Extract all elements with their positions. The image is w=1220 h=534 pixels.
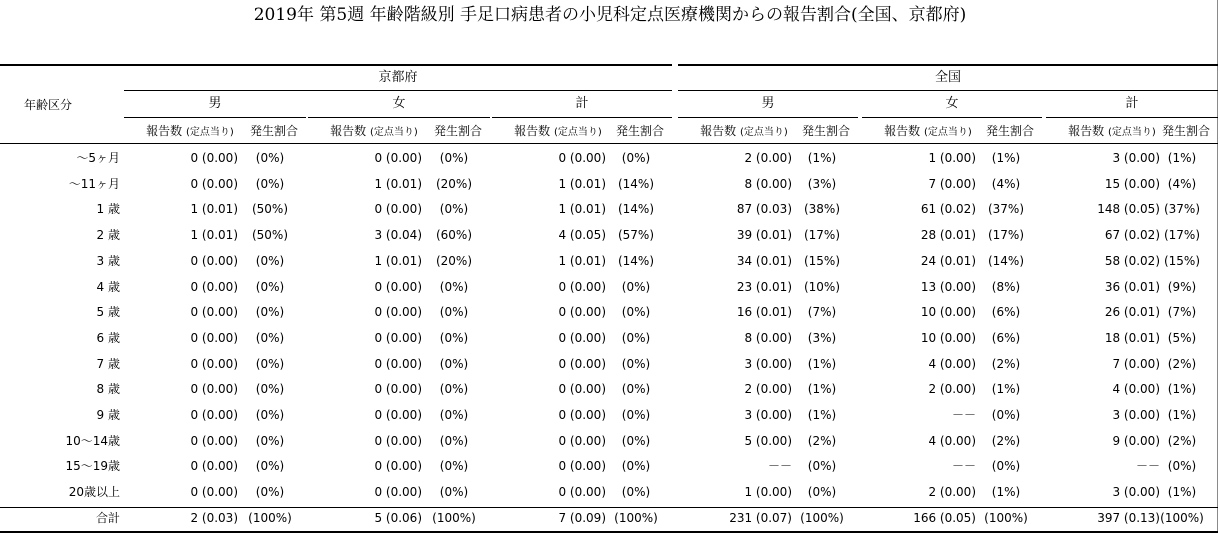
count-cell: 0 (0.00) xyxy=(374,485,422,499)
age-column-header: 年齢区分 xyxy=(23,98,72,112)
count-cell: 0 (0.00) xyxy=(374,151,422,165)
ratio-cell: (17%) xyxy=(1163,228,1201,242)
rule-sex xyxy=(1046,117,1218,118)
count-cell: 0 (0.00) xyxy=(190,151,238,165)
age-label: ～11ヶ月 xyxy=(68,177,120,191)
ratio-cell: (9%) xyxy=(1167,280,1197,294)
count-cell: 1 (0.01) xyxy=(558,202,606,216)
count-cell: 1 (0.00) xyxy=(928,151,976,165)
count-cell: 0 (0.00) xyxy=(558,331,606,345)
count-cell: 0 (0.00) xyxy=(374,331,422,345)
count-cell: 0 (0.00) xyxy=(558,459,606,473)
ratio-cell: (0%) xyxy=(621,151,651,165)
count-cell: 4 (0.00) xyxy=(928,434,976,448)
count-cell: 9 (0.00) xyxy=(1112,434,1160,448)
count-cell: 0 (0.00) xyxy=(558,434,606,448)
ratio-cell: (0%) xyxy=(255,280,285,294)
ratio-cell: (1%) xyxy=(807,151,837,165)
ratio-cell: (14%) xyxy=(987,254,1025,268)
ratio-cell: (3%) xyxy=(807,177,837,191)
age-label: 7 歳 xyxy=(96,357,120,371)
ratio-cell: (0%) xyxy=(439,151,469,165)
ratio-cell: (0%) xyxy=(255,459,285,473)
count-cell: 2 (0.00) xyxy=(928,382,976,396)
age-label: 20歳以上 xyxy=(68,485,120,499)
ratio-cell: (0%) xyxy=(621,357,651,371)
ratio-cell: (1%) xyxy=(1167,485,1197,499)
count-cell: 13 (0.00) xyxy=(920,280,976,294)
age-label: 1 歳 xyxy=(96,202,120,216)
count-cell: 0 (0.00) xyxy=(558,305,606,319)
ratio-cell: (0%) xyxy=(255,434,285,448)
ratio-cell: (0%) xyxy=(621,408,651,422)
ratio-cell: (3%) xyxy=(807,331,837,345)
ratio-cell: (1%) xyxy=(1167,382,1197,396)
count-cell: 26 (0.01) xyxy=(1104,305,1160,319)
ratio-cell: (0%) xyxy=(255,305,285,319)
rule-region xyxy=(124,90,672,91)
count-cell: 0 (0.00) xyxy=(190,434,238,448)
count-cell: 0 (0.00) xyxy=(374,305,422,319)
count-cell: 8 (0.00) xyxy=(744,331,792,345)
ratio-cell: (0%) xyxy=(439,434,469,448)
count-cell: 0 (0.00) xyxy=(190,305,238,319)
ratio-subheader: 発生割合 xyxy=(985,124,1034,138)
count-cell: 7 (0.00) xyxy=(1112,357,1160,371)
ratio-cell: (2%) xyxy=(807,434,837,448)
count-cell: 0 (0.00) xyxy=(190,254,238,268)
count-cell: 3 (0.00) xyxy=(1112,408,1160,422)
ratio-cell: (100%) xyxy=(248,511,292,525)
ratio-cell: (0%) xyxy=(439,305,469,319)
count-cell: 7 (0.00) xyxy=(928,177,976,191)
count-cell: 0 (0.00) xyxy=(190,331,238,345)
count-cell: 10 (0.00) xyxy=(920,305,976,319)
age-label: 2 歳 xyxy=(96,228,120,242)
ratio-cell: (0%) xyxy=(439,408,469,422)
count-cell: 15 (0.00) xyxy=(1104,177,1160,191)
count-cell: 16 (0.01) xyxy=(736,305,792,319)
ratio-cell: (1%) xyxy=(991,382,1021,396)
ratio-cell: (0%) xyxy=(255,485,285,499)
ratio-cell: (1%) xyxy=(807,357,837,371)
count-cell: 4 (0.05) xyxy=(558,228,606,242)
rule-bottom xyxy=(0,531,1218,533)
ratio-cell: (37%) xyxy=(1163,202,1201,216)
ratio-cell: (1%) xyxy=(991,151,1021,165)
ratio-cell: (0%) xyxy=(621,382,651,396)
ratio-cell: (0%) xyxy=(807,459,837,473)
count-cell: 39 (0.01) xyxy=(736,228,792,242)
ratio-cell: (100%) xyxy=(614,511,658,525)
age-label: 3 歳 xyxy=(96,254,120,268)
count-cell: 3 (0.00) xyxy=(744,357,792,371)
count-cell: 3 (0.00) xyxy=(1112,485,1160,499)
ratio-cell: (0%) xyxy=(1167,459,1197,473)
ratio-cell: (57%) xyxy=(617,228,655,242)
ratio-cell: (14%) xyxy=(617,177,655,191)
ratio-subheader: 発生割合 xyxy=(433,124,482,138)
ratio-cell: (15%) xyxy=(803,254,841,268)
ratio-cell: (0%) xyxy=(439,485,469,499)
count-cell: 5 (0.06) xyxy=(374,511,422,525)
ratio-cell: (0%) xyxy=(255,151,285,165)
count-cell: 58 (0.02) xyxy=(1104,254,1160,268)
count-cell: 2 (0.00) xyxy=(744,382,792,396)
count-cell: 0 (0.00) xyxy=(190,177,238,191)
ratio-cell: (0%) xyxy=(255,382,285,396)
ratio-cell: (0%) xyxy=(255,357,285,371)
count-cell: 0 (0.00) xyxy=(190,280,238,294)
count-cell: 28 (0.01) xyxy=(920,228,976,242)
ratio-cell: (6%) xyxy=(991,331,1021,345)
count-subheader-unit: (定点当り) xyxy=(924,127,972,138)
count-cell: 4 (0.00) xyxy=(1112,382,1160,396)
count-cell: 148 (0.05) xyxy=(1097,202,1160,216)
ratio-subheader: 発生割合 xyxy=(1161,124,1210,138)
rule-header-bottom xyxy=(0,143,1218,144)
age-label: 9 歳 xyxy=(96,408,120,422)
ratio-cell: (14%) xyxy=(617,254,655,268)
count-subheader: 報告数 (定点当り) xyxy=(514,124,602,138)
ratio-cell: (2%) xyxy=(1167,357,1197,371)
count-cell: 231 (0.07) xyxy=(729,511,792,525)
count-cell: 2 (0.00) xyxy=(928,485,976,499)
ratio-cell: (0%) xyxy=(439,459,469,473)
ratio-cell: (20%) xyxy=(435,254,473,268)
ratio-cell: (0%) xyxy=(255,254,285,268)
ratio-cell: (50%) xyxy=(251,228,289,242)
count-cell: 0 (0.00) xyxy=(190,382,238,396)
count-cell: 0 (0.00) xyxy=(374,202,422,216)
ratio-cell: (10%) xyxy=(803,280,841,294)
ratio-cell: (0%) xyxy=(255,408,285,422)
ratio-cell: (7%) xyxy=(1167,305,1197,319)
ratio-subheader: 発生割合 xyxy=(249,124,298,138)
count-subheader: 報告数 (定点当り) xyxy=(330,124,418,138)
count-cell: 0 (0.00) xyxy=(374,434,422,448)
sex-header: 男 xyxy=(208,96,222,111)
count-subheader: 報告数 (定点当り) xyxy=(700,124,788,138)
count-subheader: 報告数 (定点当り) xyxy=(146,124,234,138)
count-cell: 18 (0.01) xyxy=(1104,331,1160,345)
count-cell: 8 (0.00) xyxy=(744,177,792,191)
count-subheader-unit: (定点当り) xyxy=(1108,127,1156,138)
ratio-cell: (8%) xyxy=(991,280,1021,294)
count-cell: 0 (0.00) xyxy=(374,408,422,422)
ratio-cell: (15%) xyxy=(1163,254,1201,268)
ratio-cell: (20%) xyxy=(435,177,473,191)
count-cell: 87 (0.03) xyxy=(736,202,792,216)
count-cell: 397 (0.13) xyxy=(1097,511,1160,525)
ratio-cell: (17%) xyxy=(987,228,1025,242)
count-cell: 0 (0.00) xyxy=(558,485,606,499)
ratio-cell: (1%) xyxy=(807,408,837,422)
count-cell: 3 (0.00) xyxy=(1112,151,1160,165)
ratio-cell: (0%) xyxy=(991,459,1021,473)
count-cell: 0 (0.00) xyxy=(374,459,422,473)
ratio-cell: (4%) xyxy=(1167,177,1197,191)
count-cell: 3 (0.00) xyxy=(744,408,792,422)
ratio-cell: (100%) xyxy=(1160,511,1204,525)
count-cell: －－ xyxy=(951,459,976,473)
ratio-cell: (7%) xyxy=(807,305,837,319)
count-cell: 0 (0.00) xyxy=(374,357,422,371)
ratio-cell: (5%) xyxy=(1167,331,1197,345)
count-cell: 0 (0.00) xyxy=(374,382,422,396)
ratio-cell: (0%) xyxy=(439,382,469,396)
ratio-cell: (0%) xyxy=(439,331,469,345)
ratio-cell: (0%) xyxy=(621,331,651,345)
ratio-cell: (0%) xyxy=(621,485,651,499)
ratio-cell: (1%) xyxy=(1167,151,1197,165)
count-cell: 1 (0.01) xyxy=(190,202,238,216)
count-cell: 1 (0.01) xyxy=(374,254,422,268)
ratio-cell: (6%) xyxy=(991,305,1021,319)
sex-header: 女 xyxy=(392,96,406,111)
count-cell: 23 (0.01) xyxy=(736,280,792,294)
count-cell: 10 (0.00) xyxy=(920,331,976,345)
count-cell: 0 (0.00) xyxy=(190,357,238,371)
ratio-cell: (0%) xyxy=(439,357,469,371)
count-cell: 1 (0.01) xyxy=(190,228,238,242)
rule-sex xyxy=(678,117,858,118)
count-cell: 0 (0.00) xyxy=(190,459,238,473)
ratio-cell: (2%) xyxy=(991,434,1021,448)
count-cell: －－ xyxy=(1135,459,1160,473)
count-cell: 34 (0.01) xyxy=(736,254,792,268)
ratio-cell: (4%) xyxy=(991,177,1021,191)
count-cell: 2 (0.00) xyxy=(744,151,792,165)
ratio-cell: (60%) xyxy=(435,228,473,242)
count-subheader: 報告数 (定点当り) xyxy=(884,124,972,138)
ratio-cell: (14%) xyxy=(617,202,655,216)
ratio-subheader: 発生割合 xyxy=(615,124,664,138)
count-cell: 24 (0.01) xyxy=(920,254,976,268)
age-label: 10～14歳 xyxy=(65,434,120,448)
count-subheader-unit: (定点当り) xyxy=(554,127,602,138)
count-subheader-unit: (定点当り) xyxy=(186,127,234,138)
count-cell: 0 (0.00) xyxy=(558,382,606,396)
ratio-cell: (0%) xyxy=(621,459,651,473)
ratio-subheader: 発生割合 xyxy=(801,124,850,138)
ratio-cell: (0%) xyxy=(621,280,651,294)
ratio-cell: (0%) xyxy=(621,305,651,319)
age-label: 4 歳 xyxy=(96,280,120,294)
count-cell: 0 (0.00) xyxy=(558,357,606,371)
count-cell: －－ xyxy=(767,459,792,473)
ratio-cell: (100%) xyxy=(984,511,1028,525)
count-cell: 3 (0.04) xyxy=(374,228,422,242)
count-cell: 0 (0.00) xyxy=(558,408,606,422)
count-cell: 1 (0.01) xyxy=(374,177,422,191)
rule-sex xyxy=(124,117,306,118)
ratio-cell: (0%) xyxy=(991,408,1021,422)
count-cell: 1 (0.01) xyxy=(558,177,606,191)
rule-top xyxy=(0,64,672,66)
count-cell: 0 (0.00) xyxy=(190,485,238,499)
age-label: 8 歳 xyxy=(96,382,120,396)
sex-header: 女 xyxy=(945,96,959,111)
rule-sex xyxy=(492,117,672,118)
ratio-cell: (100%) xyxy=(800,511,844,525)
rule-total xyxy=(0,507,1218,508)
ratio-cell: (2%) xyxy=(991,357,1021,371)
ratio-cell: (0%) xyxy=(807,485,837,499)
count-subheader-unit: (定点当り) xyxy=(370,127,418,138)
count-cell: 67 (0.02) xyxy=(1104,228,1160,242)
count-cell: 7 (0.09) xyxy=(558,511,606,525)
ratio-cell: (0%) xyxy=(439,202,469,216)
rule-sex xyxy=(862,117,1042,118)
page-title: 2019年 第5週 年齢階級別 手足口病患者の小児科定点医療機関からの報告割合(全国、京都府) xyxy=(253,5,967,25)
count-cell: 1 (0.01) xyxy=(558,254,606,268)
age-label: 15～19歳 xyxy=(65,459,120,473)
age-label: ～5ヶ月 xyxy=(76,151,120,165)
age-label: 合計 xyxy=(95,511,120,525)
count-cell: 166 (0.05) xyxy=(913,511,976,525)
ratio-cell: (38%) xyxy=(803,202,841,216)
region-header: 京都府 xyxy=(378,70,418,85)
rule-sex xyxy=(308,117,490,118)
ratio-cell: (0%) xyxy=(255,331,285,345)
count-cell: 2 (0.03) xyxy=(190,511,238,525)
count-cell: 0 (0.00) xyxy=(558,151,606,165)
count-subheader: 報告数 (定点当り) xyxy=(1068,124,1156,138)
ratio-cell: (50%) xyxy=(251,202,289,216)
count-cell: 0 (0.00) xyxy=(558,280,606,294)
ratio-cell: (0%) xyxy=(621,434,651,448)
ratio-cell: (0%) xyxy=(439,280,469,294)
count-cell: 0 (0.00) xyxy=(190,408,238,422)
count-cell: 61 (0.02) xyxy=(920,202,976,216)
ratio-cell: (2%) xyxy=(1167,434,1197,448)
ratio-cell: (17%) xyxy=(803,228,841,242)
count-cell: 36 (0.01) xyxy=(1104,280,1160,294)
rule-region xyxy=(678,90,1218,91)
count-cell: 4 (0.00) xyxy=(928,357,976,371)
sex-header: 計 xyxy=(1125,96,1139,111)
count-cell: 5 (0.00) xyxy=(744,434,792,448)
ratio-cell: (100%) xyxy=(432,511,476,525)
ratio-cell: (1%) xyxy=(1167,408,1197,422)
rule-top xyxy=(678,64,1218,66)
age-label: 6 歳 xyxy=(96,331,120,345)
sex-header: 男 xyxy=(761,96,775,111)
age-label: 5 歳 xyxy=(96,305,120,319)
ratio-cell: (0%) xyxy=(255,177,285,191)
count-subheader-unit: (定点当り) xyxy=(740,127,788,138)
count-cell: 1 (0.00) xyxy=(744,485,792,499)
ratio-cell: (1%) xyxy=(807,382,837,396)
ratio-cell: (37%) xyxy=(987,202,1025,216)
sex-header: 計 xyxy=(575,96,589,111)
count-cell: 0 (0.00) xyxy=(374,280,422,294)
region-header: 全国 xyxy=(934,70,961,85)
ratio-cell: (1%) xyxy=(991,485,1021,499)
count-cell: －－ xyxy=(951,408,976,422)
